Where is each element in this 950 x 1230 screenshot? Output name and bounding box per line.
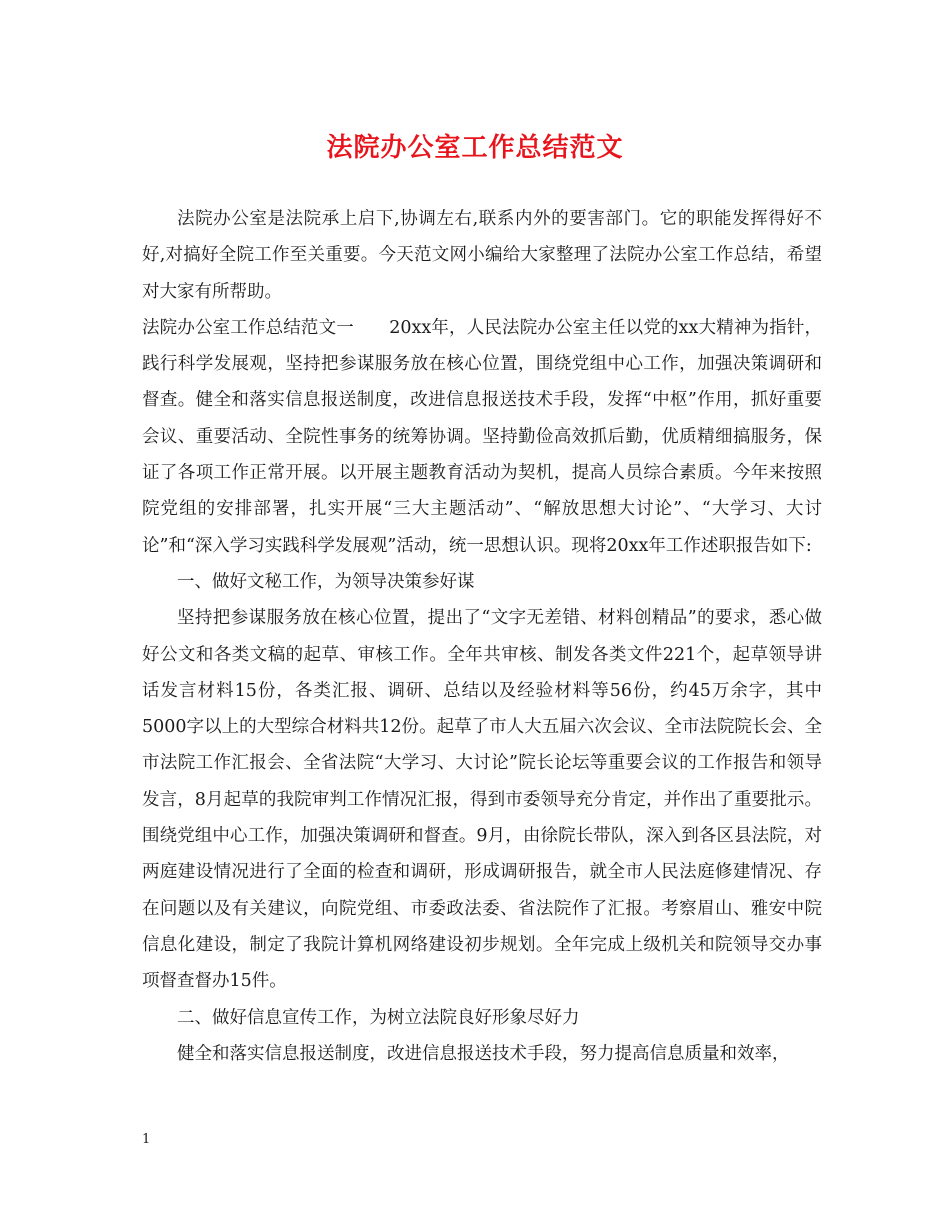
section-heading-1: 一、做好文秘工作，为领导决策参好谋: [177, 571, 475, 592]
document-body: [142, 201, 822, 1072]
document-title: 法院办公室工作总结范文: [326, 133, 624, 163]
summary-paragraph: 法院办公室工作总结范文一 20xx年，人民法院办公室主任以党的xx大精神为指针，践行科学发展观，坚持把参谋服务放在核心位置，围绕党组中心工作，加强决策调研和督查。健全和落实信息报送制度，改进信息报送技术手段，发挥“中枢”作用，抓好重要会议、重要活动、全院性事务的统筹协调。坚持勤俭高效抓后勤，优质精细搞服务，保证了各项工作正常开展。以开展主题教育活动为契机，提高人员综合素质。今年来按照院党组的安排部署，扎实开展“三大主题活动”、“解放思想大讨论”、“大学习、大讨论”和“深入学习实践科学发展观”活动，统一思想认识。现将20xx年工作述职报告如下:: [142, 317, 822, 556]
intro-paragraph: 法院办公室是法院承上启下,协调左右,联系内外的要害部门。它的职能发挥得好不好,对搞好全院工作至关重要。今天范文网小编给大家整理了法院办公室工作总结，希望对大家有所帮助。: [142, 209, 822, 302]
section-1-paragraph: 坚持把参谋服务放在核心位置，提出了“文字无差错、材料创精品”的要求，悉心做好公文和各类文稿的起草、审核工作。全年共审核、制发各类文件221个，起草领导讲话发言材料15份，各类汇报、调研、总结以及经验材料等56份，约45万余字，其中5000字以上的大型综合材料共12份。起草了市人大五届六次会议、全市法院院长会、全市法院工作汇报会、全省法院“大学习、大讨论”院长论坛等重要会议的工作报告和领导发言，8月起草的我院审判工作情况汇报，得到市委领导充分肯定，并作出了重要批示。围绕党组中心工作，加强决策调研和督查。9月，由徐院长带队，深入到各区县法院，对两庭建设情况进行了全面的检查和调研，形成调研报告，就全市人民法庭修建情况、存在问题以及有关建议，向院党组、市委政法委、省法院作了汇报。考察眉山、雅安中院信息化建设，制定了我院计算机网络建设初步规划。全年完成上级机关和院领导交办事项督查督办15件。: [142, 608, 822, 992]
section-2-paragraph: 健全和落实信息报送制度，改进信息报送技术手段，努力提高信息质量和效率，: [177, 1043, 790, 1064]
section-heading-2: 二、做好信息宣传工作，为树立法院良好形象尽好力: [177, 1007, 580, 1028]
page-number: 1: [142, 1132, 151, 1147]
